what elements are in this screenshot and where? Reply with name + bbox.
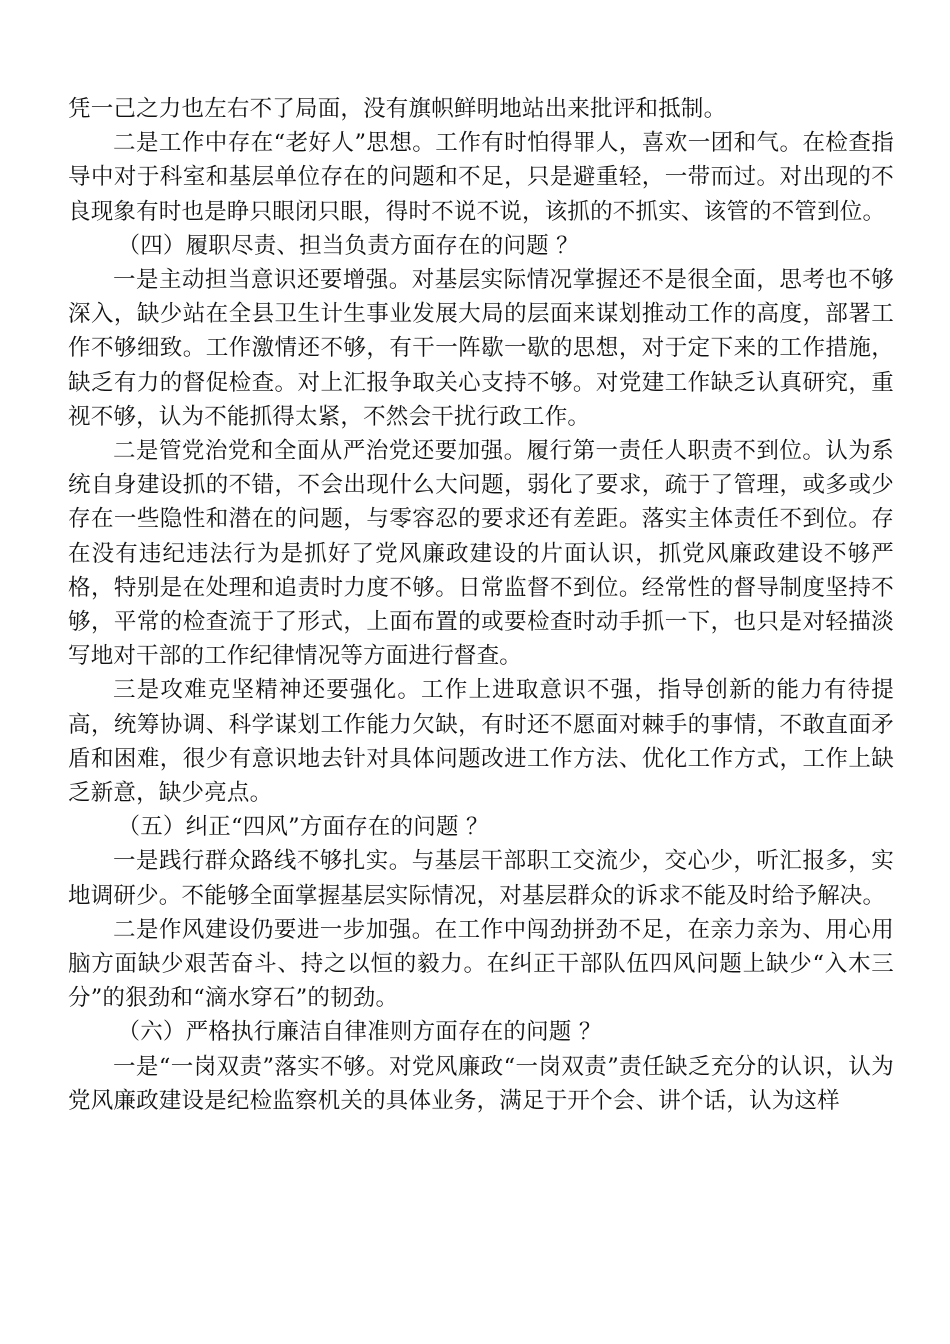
paragraph-dual-responsibility: 一是“一岗双责”落实不够。对党风廉政“一岗双责”责任缺乏充分的认识，认为党风廉政建设是纪检监察机关的具体业务，满足于开个会、讲个话，认为这样 bbox=[68, 1053, 894, 1114]
paragraph-party-governance: 二是管党治党和全面从严治党还要加强。履行第一责任人职责不到位。认为系统自身建设抓的不错，不会出现什么大问题，弱化了要求，疏于了管理，或多或少存在一些隐性和潜在的问题，与零容忍的要求还有差距。落实主体责任不到位。存在没有违纪违法行为是抓好了党风廉政建设的片面认识，抓党风廉政建设不够严格，特别是在处理和追责时力度不够。日常监督不到位。经常性的督导制度坚持不够，平常的检查流于了形式，上面布置的或要检查时动手抓一下，也只是对轻描淡写地对干部的工作纪律情况等方面进行督查。 bbox=[68, 438, 894, 670]
paragraph-mass-line: 一是践行群众路线不够扎实。与基层干部职工交流少，交心少，听汇报多，实地调研少。不能够全面掌握基层实际情况，对基层群众的诉求不能及时给予解决。 bbox=[68, 848, 894, 909]
paragraph-initiative: 一是主动担当意识还要增强。对基层实际情况掌握还不是很全面，思考也不够深入，缺少站在全县卫生计生事业发展大局的层面来谋划推动工作的高度，部署工作不够细致。工作激情还不够，有干一阵歇一歇的思想，对于定下来的工作措施，缺乏有力的督促检查。对上汇报争取关心支持不够。对党建工作缺乏认真研究，重视不够，认为不能抓得太紧，不然会干扰行政工作。 bbox=[68, 267, 894, 430]
paragraph-tackling-difficulties: 三是攻难克坚精神还要强化。工作上进取意识不强，指导创新的能力有待提高，统筹协调、科学谋划工作能力欠缺，有时还不愿面对棘手的事情，不敢直面矛盾和困难，很少有意识地去针对具体问题改进工作方法、优化工作方式，工作上缺乏新意，缺少亮点。 bbox=[68, 677, 894, 807]
section-heading-5: （五）纠正“四风”方面存在的问题 ？ bbox=[117, 814, 489, 841]
document-body bbox=[68, 92, 894, 1118]
paragraph-old-good-person: 二是工作中存在“老好人”思想。工作有时怕得罪人，喜欢一团和气。在检查指导中对于科室和基层单位存在的问题和不足，只是避重轻，一带而过。对出现的不良现象有时也是睁只眼闭只眼，得时不说不说，该抓的不抓实、该管的不管到位。 bbox=[68, 130, 894, 225]
section-heading-4: （四）履职尽责、担当负责方面存在的问题 ？ bbox=[117, 232, 579, 259]
paragraph-work-style: 二是作风建设仍要进一步加强。在工作中闯劲拼劲不足，在亲力亲为、用心用脑方面缺少艰苦奋斗、持之以恒的毅力。在纠正干部队伍四风问题上缺少“入木三分”的狠劲和“滴水穿石”的韧劲。 bbox=[68, 916, 894, 1012]
section-heading-6: （六）严格执行廉洁自律准则方面存在的问题 ？ bbox=[117, 1019, 602, 1046]
paragraph-continuation: 凭一己之力也左右不了局面，没有旗帜鲜明地站出来批评和抵制。 bbox=[68, 96, 727, 122]
